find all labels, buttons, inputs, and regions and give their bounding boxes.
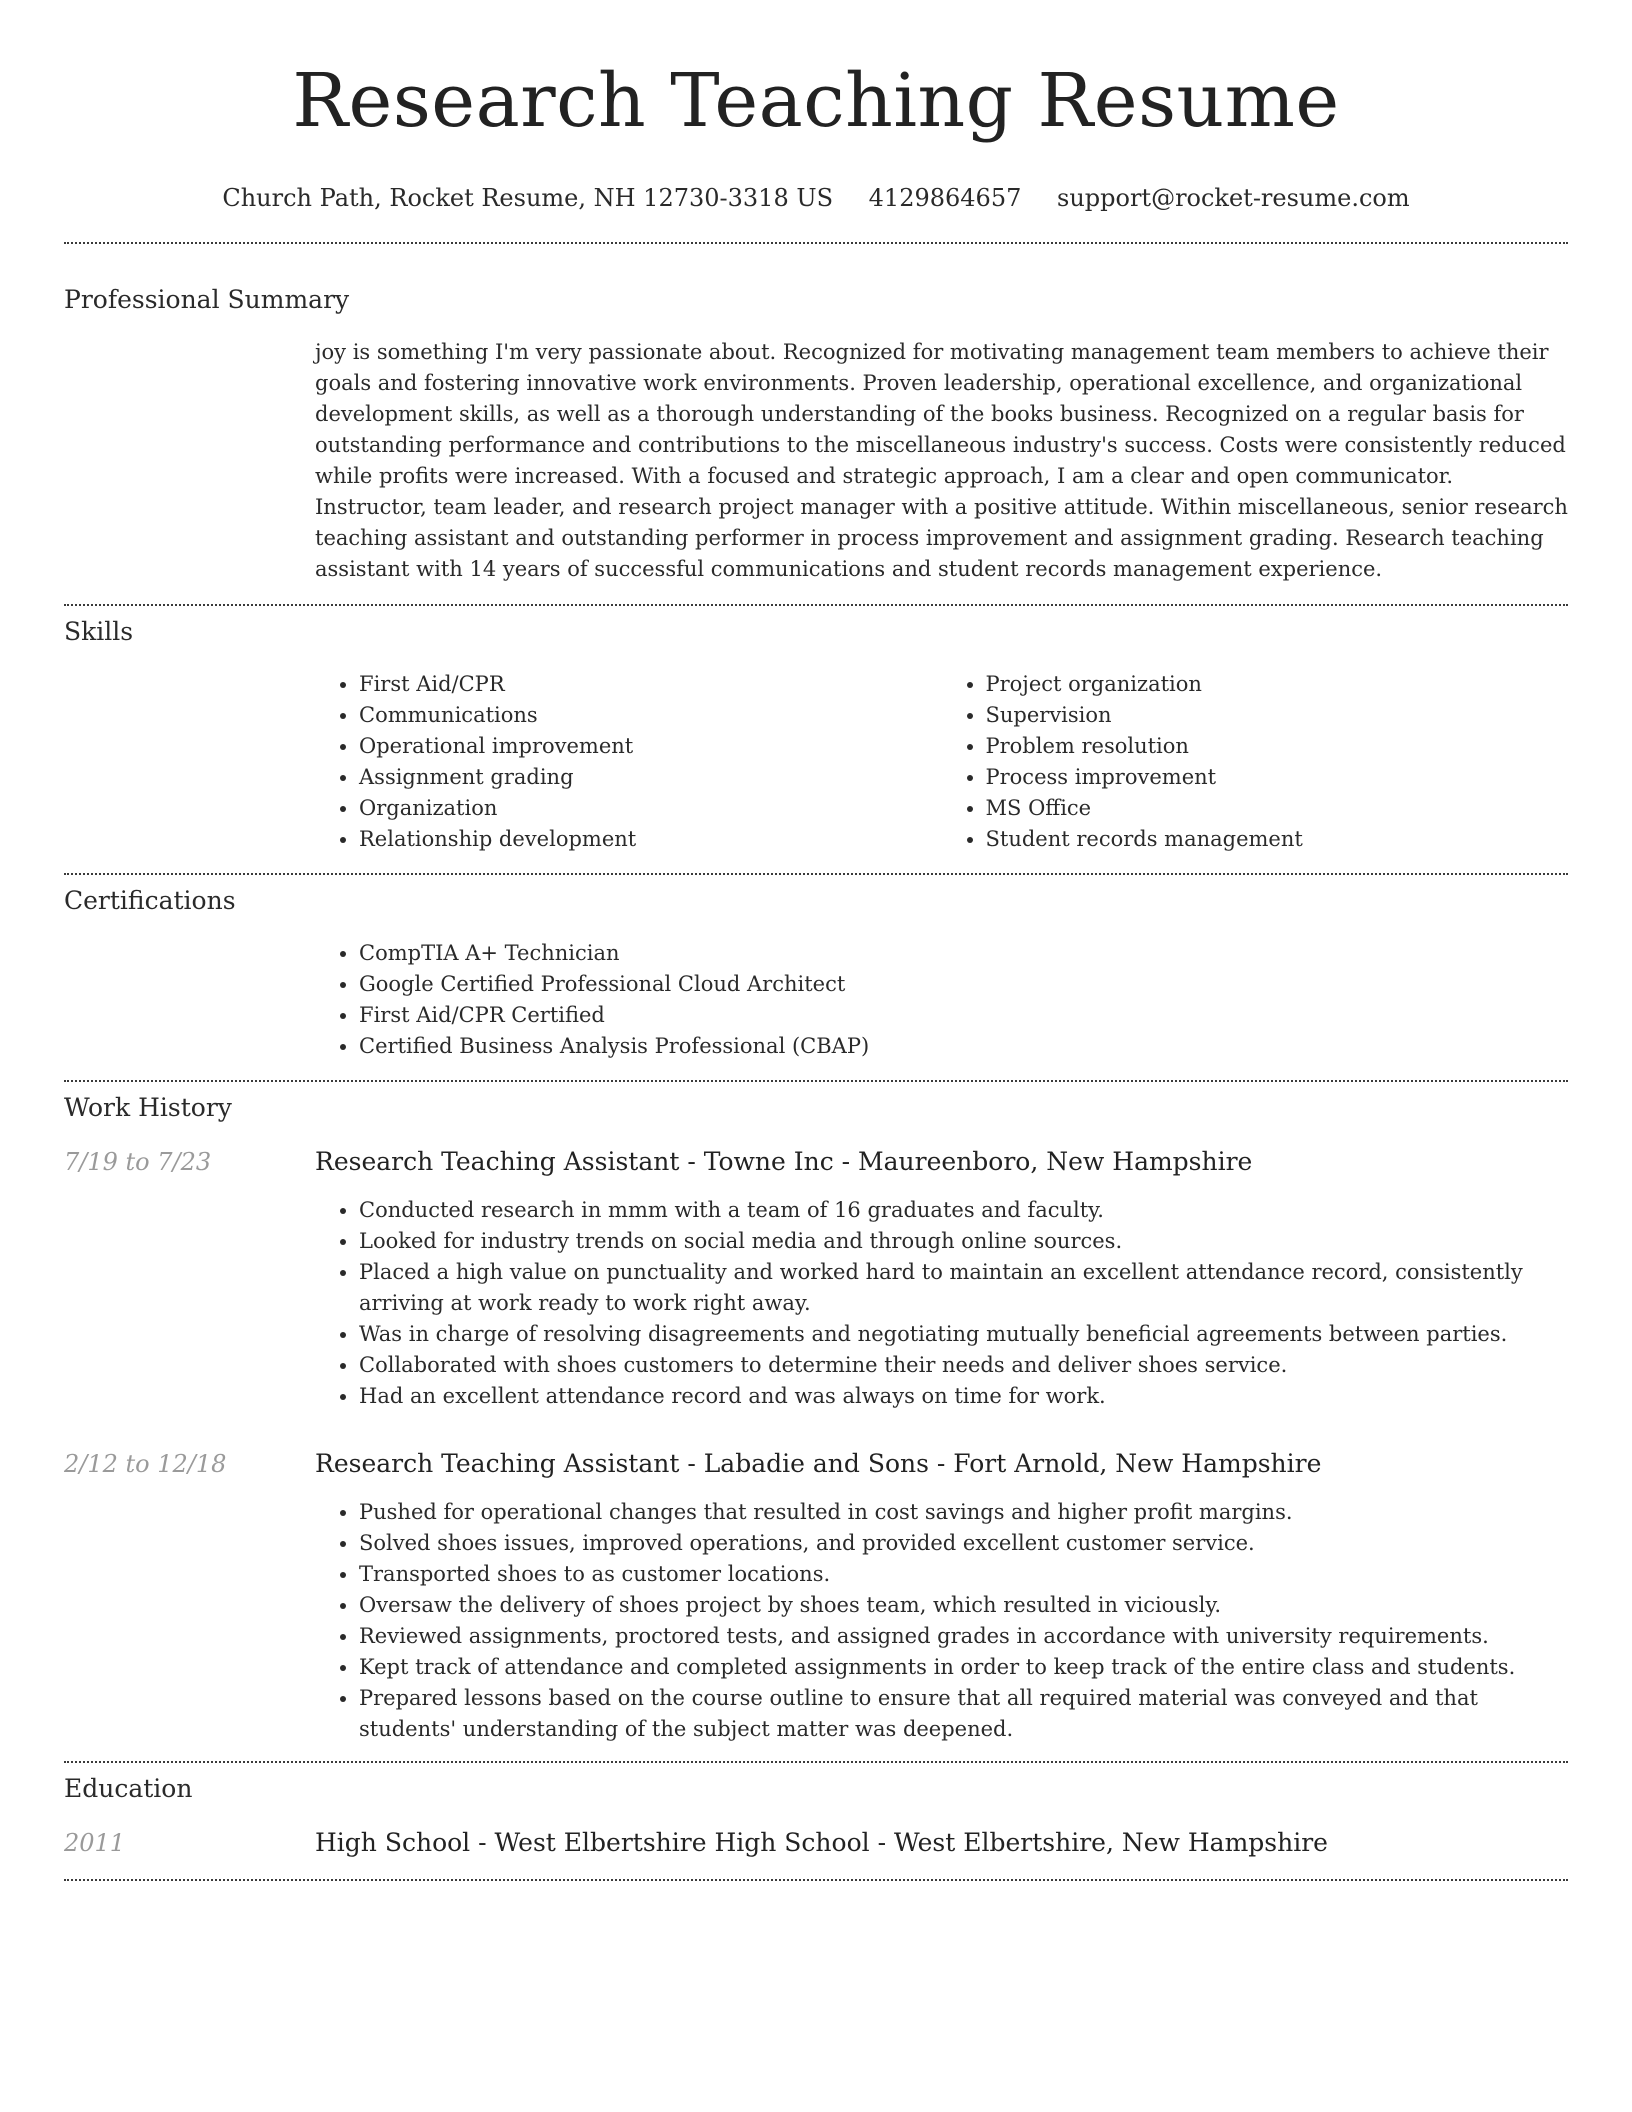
job-header bbox=[64, 1448, 1568, 1480]
summary-text: joy is something I'm very passionate about. Recognized for motivating management team members to achieve their goals and fostering innovative work environments. Proven leadership, operational excellence, and organizational development skills, as well as a thorough understanding of the books business. Recognized on a regular basis for outstanding performance and contributions to the miscellaneous industry's success. Costs were consistently reduced while profits were increased. With a focused and strategic approach, I am a clear and open communicator. Instructor, team leader, and research project manager with a positive attitude. Within miscellaneous, senior research teaching assistant and outstanding performer in process improvement and assignment grading. Research teaching assistant with 14 years of successful communications and student records management experience. bbox=[315, 340, 1568, 581]
contact-email: support@rocket-resume.com bbox=[1057, 184, 1410, 212]
header-divider bbox=[64, 242, 1568, 244]
list-item: • CompTIA A+ Technician bbox=[359, 938, 1568, 969]
list-item: • Collaborated with shoes customers to determine their needs and deliver shoes service. bbox=[359, 1350, 1568, 1381]
education-heading: Education bbox=[64, 1774, 193, 1803]
certifications-divider bbox=[64, 1080, 1568, 1082]
job-bullet-list bbox=[315, 1195, 1568, 1412]
list-item: • Was in charge of resolving disagreements and negotiating mutually beneficial agreements between parties. bbox=[359, 1319, 1568, 1350]
summary-divider bbox=[64, 604, 1568, 606]
job-date: 7/19 to 7/23 bbox=[64, 1148, 212, 1176]
skills-grid bbox=[315, 669, 1568, 855]
list-item: • Problem resolution bbox=[986, 731, 1569, 762]
list-item: • Assignment grading bbox=[359, 762, 942, 793]
resume-page bbox=[64, 0, 1568, 1881]
list-item: • Operational improvement bbox=[359, 731, 942, 762]
list-item: • Organization bbox=[359, 793, 942, 824]
list-item: • MS Office bbox=[986, 793, 1569, 824]
contact-line bbox=[64, 182, 1568, 214]
list-item: • First Aid/CPR bbox=[359, 669, 942, 700]
list-item: • Supervision bbox=[986, 700, 1569, 731]
job-title: Research Teaching Assistant - Towne Inc - Maureenboro, New Hampshire bbox=[315, 1147, 1253, 1176]
education-title: High School - West Elbertshire High School - West Elbertshire, New Hampshire bbox=[315, 1828, 1328, 1857]
education-date: 2011 bbox=[64, 1829, 126, 1857]
job-header bbox=[64, 1146, 1568, 1178]
job-entry bbox=[64, 1146, 1568, 1412]
summary-body bbox=[315, 337, 1568, 585]
education-header bbox=[64, 1827, 1568, 1859]
job-bullet-list bbox=[315, 1497, 1568, 1745]
education-divider bbox=[64, 1879, 1568, 1881]
job-title: Research Teaching Assistant - Labadie and Sons - Fort Arnold, New Hampshire bbox=[315, 1449, 1322, 1478]
job-bullets bbox=[315, 1195, 1568, 1412]
skills-divider bbox=[64, 873, 1568, 875]
skills-list-right bbox=[942, 669, 1569, 855]
skills-heading: Skills bbox=[64, 617, 134, 646]
list-item: • Looked for industry trends on social media and through online sources. bbox=[359, 1226, 1568, 1257]
job-bullets bbox=[315, 1497, 1568, 1745]
contact-phone: 4129864657 bbox=[868, 184, 1022, 212]
education-entry bbox=[64, 1827, 1568, 1859]
list-item: • Placed a high value on punctuality and worked hard to maintain an excellent attendance record, consistently arriving at work ready to work right away. bbox=[359, 1257, 1568, 1319]
summary-heading: Professional Summary bbox=[64, 285, 350, 314]
resume-title: Research Teaching Resume bbox=[292, 58, 1340, 144]
skills-list-left bbox=[315, 669, 942, 855]
list-item: • Kept track of attendance and completed assignments in order to keep track of the entire class and students. bbox=[359, 1652, 1568, 1683]
work-history-heading: Work History bbox=[64, 1093, 232, 1122]
list-item: • Prepared lessons based on the course outline to ensure that all required material was conveyed and that students' understanding of the subject matter was deepened. bbox=[359, 1683, 1568, 1745]
job-date: 2/12 to 12/18 bbox=[64, 1450, 227, 1478]
list-item: • Student records management bbox=[986, 824, 1569, 855]
list-item: • Conducted research in mmm with a team of 16 graduates and faculty. bbox=[359, 1195, 1568, 1226]
certifications-body bbox=[315, 938, 1568, 1062]
list-item: • Had an excellent attendance record and was always on time for work. bbox=[359, 1381, 1568, 1412]
list-item: • Reviewed assignments, proctored tests, and assigned grades in accordance with university requirements. bbox=[359, 1621, 1568, 1652]
contact-address: Church Path, Rocket Resume, NH 12730-3318 US bbox=[222, 184, 834, 212]
list-item: • Process improvement bbox=[986, 762, 1569, 793]
list-item: • First Aid/CPR Certified bbox=[359, 1000, 1568, 1031]
certifications-heading: Certifications bbox=[64, 886, 236, 915]
list-item: • Pushed for operational changes that resulted in cost savings and higher profit margins. bbox=[359, 1497, 1568, 1528]
work-history-divider bbox=[64, 1761, 1568, 1763]
list-item: • Relationship development bbox=[359, 824, 942, 855]
list-item: • Communications bbox=[359, 700, 942, 731]
list-item: • Certified Business Analysis Professional (CBAP) bbox=[359, 1031, 1568, 1062]
certifications-list bbox=[315, 938, 1568, 1062]
job-entry bbox=[64, 1448, 1568, 1745]
list-item: • Project organization bbox=[986, 669, 1569, 700]
list-item: • Google Certified Professional Cloud Architect bbox=[359, 969, 1568, 1000]
list-item: • Transported shoes to as customer locations. bbox=[359, 1559, 1568, 1590]
list-item: • Oversaw the delivery of shoes project by shoes team, which resulted in viciously. bbox=[359, 1590, 1568, 1621]
list-item: • Solved shoes issues, improved operations, and provided excellent customer service. bbox=[359, 1528, 1568, 1559]
